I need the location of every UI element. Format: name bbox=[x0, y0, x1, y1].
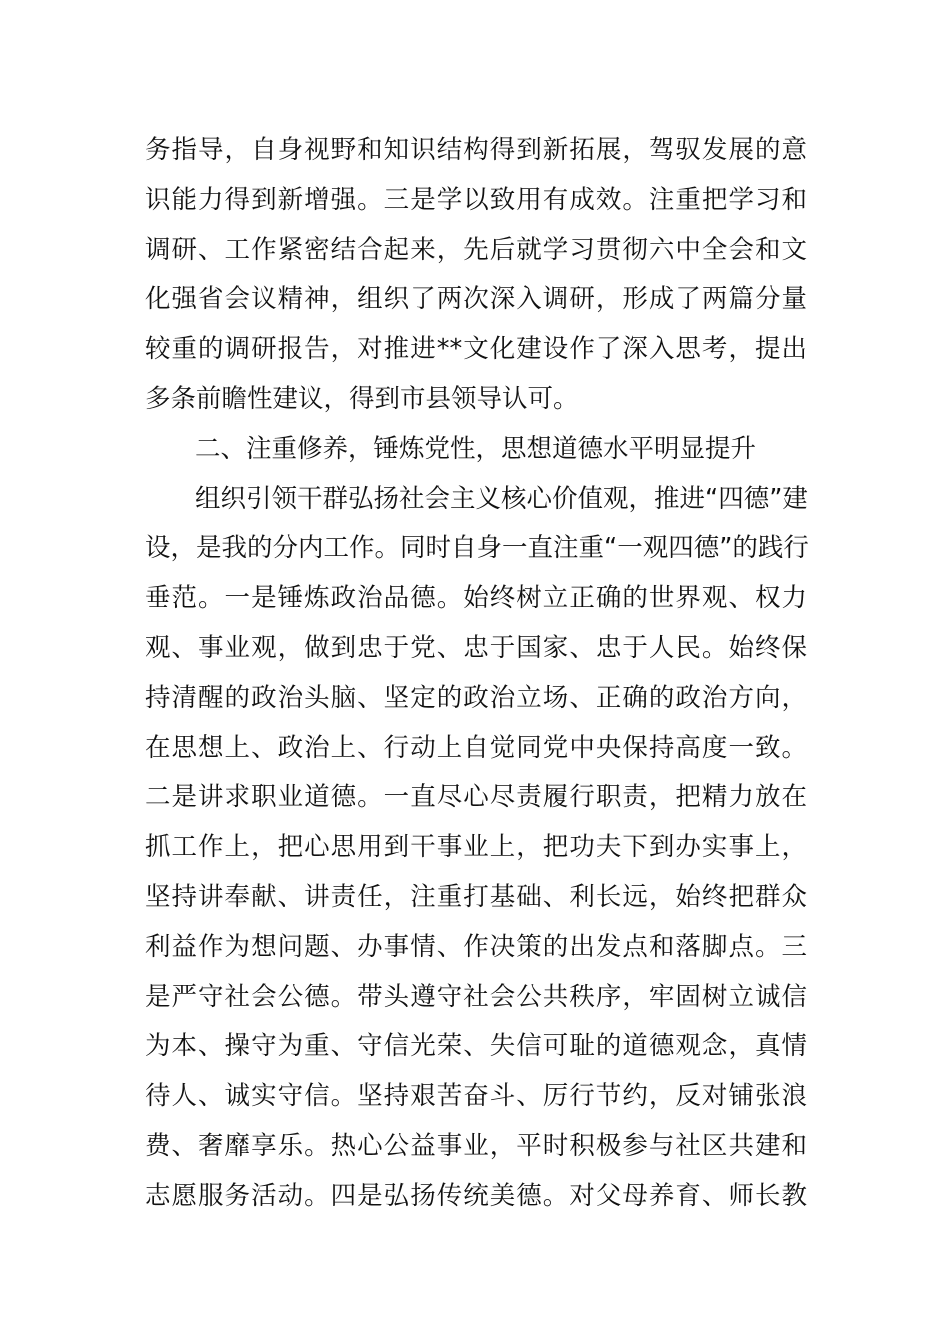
text-line: 垂范。一是锤炼政治品德。始终树立正确的世界观、权力 bbox=[145, 583, 807, 614]
section-heading: 二、注重修养，锤炼党性，思想道德水平明显提升 bbox=[195, 433, 757, 464]
body-text bbox=[145, 126, 807, 1222]
text-line: 持清醒的政治头脑、坚定的政治立场、正确的政治方向， bbox=[145, 682, 807, 713]
text-line: 志愿服务活动。四是弘扬传统美德。对父母养育、师长教 bbox=[145, 1180, 807, 1211]
text-line: 在思想上、政治上、行动上自觉同党中央保持高度一致。 bbox=[145, 732, 807, 763]
text-line: 组织引领干群弘扬社会主义核心价值观，推进“四德”建 bbox=[195, 483, 808, 514]
text-line: 为本、操守为重、守信光荣、失信可耻的道德观念，真情 bbox=[145, 1031, 807, 1062]
text-line: 抓工作上，把心思用到干事业上，把功夫下到办实事上， bbox=[145, 832, 807, 863]
text-line: 设，是我的分内工作。同时自身一直注重“一观四德”的践行 bbox=[145, 533, 809, 564]
text-line: 调研、工作紧密结合起来，先后就学习贯彻六中全会和文 bbox=[145, 234, 807, 265]
text-line: 利益作为想问题、办事情、作决策的出发点和落脚点。三 bbox=[145, 931, 807, 962]
text-line: 二是讲求职业道德。一直尽心尽责履行职责，把精力放在 bbox=[145, 782, 807, 813]
text-line: 识能力得到新增强。三是学以致用有成效。注重把学习和 bbox=[145, 184, 807, 215]
text-line: 化强省会议精神，组织了两次深入调研，形成了两篇分量 bbox=[145, 284, 807, 315]
text-line: 较重的调研报告，对推进**文化建设作了深入思考，提出 bbox=[145, 334, 807, 365]
text-line: 是严守社会公德。带头遵守社会公共秩序，牢固树立诚信 bbox=[145, 981, 807, 1012]
text-line: 多条前瞻性建议，得到市县领导认可。 bbox=[145, 383, 579, 414]
text-line: 费、奢靡享乐。热心公益事业，平时积极参与社区共建和 bbox=[145, 1130, 807, 1161]
text-line: 坚持讲奉献、讲责任，注重打基础、利长远，始终把群众 bbox=[145, 881, 807, 912]
text-line: 观、事业观，做到忠于党、忠于国家、忠于人民。始终保 bbox=[145, 632, 807, 663]
text-line: 待人、诚实守信。坚持艰苦奋斗、厉行节约，反对铺张浪 bbox=[145, 1081, 807, 1112]
text-line: 务指导，自身视野和知识结构得到新拓展，驾驭发展的意 bbox=[145, 135, 807, 165]
